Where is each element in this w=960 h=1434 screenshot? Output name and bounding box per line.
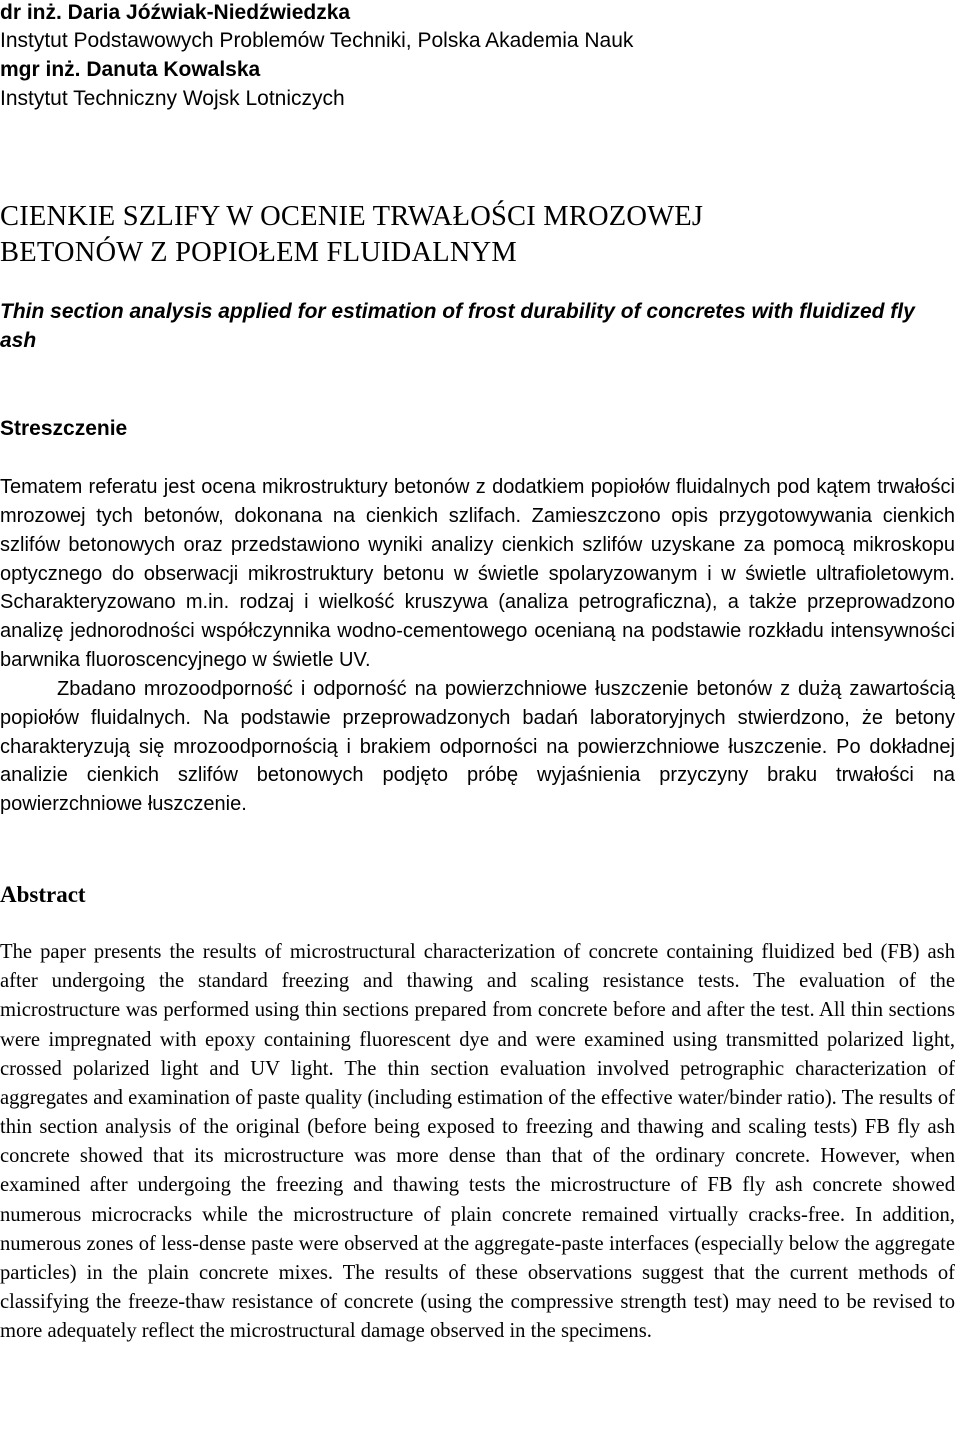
streszczenie-paragraph-1: Tematem referatu jest ocena mikrostruktury betonów z dodatkiem popiołów fluidalnych pod kątem trwałości mrozowej tych betonów, dokonana na cienkich szlifach. Zamieszczono opis przygotowywania cienkich szlifów betonowych oraz przedstawiono wyniki analizy cienkich szlifów uzyskane za pomocą mikroskopu optycznego do obserwacji mikrostruktury betonu w świetle spolaryzowanym i w świetle ultrafioletowym. Scharakteryzowano m.in. rodzaj i wielkość kruszywa (analiza petrograficzna), a także przeprowadzono analizę jednorodności współczynnika wodno-cementowego ocenianą na podstawie rozkładu intensywności barwnika fluoroscencyjnego w świetle UV. [0, 476, 955, 672]
author-2-name: mgr inż. Danuta Kowalska [0, 58, 261, 81]
title-pl-line-2: BETONÓW Z POPIOŁEM FLUIDALNYM [0, 237, 517, 268]
streszczenie-body [0, 473, 955, 819]
author-1-affiliation: Instytut Podstawowych Problemów Techniki, Polska Akademia Nauk [0, 29, 634, 52]
streszczenie-paragraph-2: Zbadano mrozoodporność i odporność na powierzchniowe łuszczenie betonów z dużą zawartością popiołów fluidalnych. Na podstawie przeprowadzonych badań laboratoryjnych stwierdzono, że betony charakteryzują się mrozoodpornością i brakiem odporności na powierzchniowe łuszczenie. Po dokładnej analizie cienkich szlifów betonowych podjęto próbę wyjaśnienia przyczyny braku trwałości na powierzchniowe łuszczenie. [0, 677, 955, 816]
abstract-body: The paper presents the results of microstructural characterization of concrete containing fluidized bed (FB) ash after undergoing the standard freezing and thawing and scaling resistance tests. The evaluation of the microstructure was performed using thin sections prepared from concrete before and after the test. All thin sections were impregnated with epoxy containing fluorescent dye and were examined using transmitted polarized light, crossed polarized light and UV light. The thin section evaluation involved petrographic characterization of aggregates and examination of paste quality (including estimation of the effective water/binder ratio). The results of thin section analysis of the original (before being exposed to freezing and thawing and scaling tests) FB fly ash concrete showed that its microstructure was more dense than that of the ordinary concrete. However, when examined after undergoing the freezing and thawing tests the microstructure of FB fly ash concrete showed numerous microcracks while the microstructure of plain concrete remained virtually cracks-free. In addition, numerous zones of less-dense paste were observed at the aggregate-paste interfaces (especially below the aggregate particles) in the plain concrete mixes. The results of these observations suggest that the current methods of classifying the freeze-thaw resistance of concrete (using the compressive strength test) may need to be revised to more adequately reflect the microstructural damage observed in the specimens. [0, 941, 955, 1343]
author-2-affiliation: Instytut Techniczny Wojsk Lotniczych [0, 87, 345, 110]
title-pl-line-1: CIENKIE SZLIFY W OCENIE TRWAŁOŚCI MROZOWEJ [0, 201, 704, 232]
abstract-heading: Abstract [0, 882, 86, 907]
author-1-name: dr inż. Daria Jóźwiak-Niedźwiedzka [0, 1, 351, 24]
title-en: Thin section analysis applied for estimation of frost durability of concretes with fluidized fly ash [0, 300, 915, 352]
streszczenie-heading: Streszczenie [0, 417, 128, 440]
